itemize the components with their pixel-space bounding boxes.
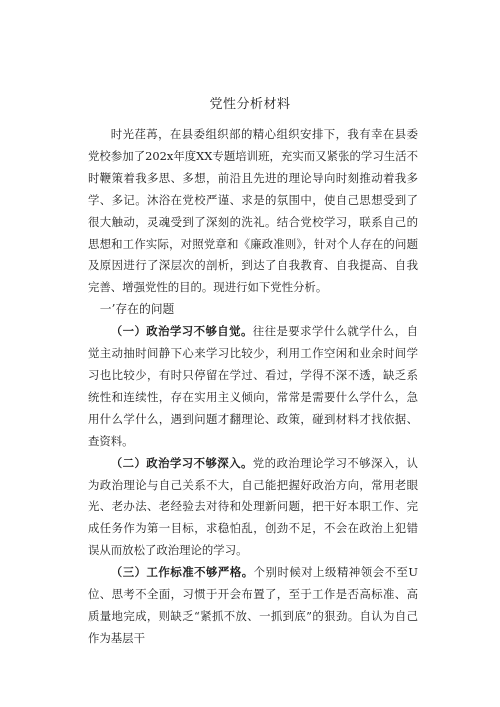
section-heading-problems: 一’存在的问题 xyxy=(99,302,175,317)
item-1-lead: （一）政治学习不够自觉。 xyxy=(110,324,253,339)
item-3-body: 个别时候对上级精神领会不至U位、思考不全面，习惯于开会布置了，至于工作是否高标准、高质量地完成，则缺乏“紧抓不放、一抓到底”的狠劲。自认为自己作为基层干 xyxy=(88,565,418,645)
item-2-lead: （二）政治学习不够深入。 xyxy=(110,455,253,470)
document-title: 党性分析材料 xyxy=(209,97,291,112)
item-3-lead: （三）工作标准不够严格。 xyxy=(110,565,254,580)
item-1-paragraph xyxy=(88,321,418,452)
intro-paragraph: 时光荏苒，在县委组织部的精心组织安排下，我有幸在县委党校参加了202x年度XX专题培训班，充实而又紧张的学习生活不时鞭策着我多思、多想，前沿且先进的理论导向时刻推动着我多学、多记。沐浴在党校严谨、求是的氛围中，使自己思想受到了很大触动，灵魂受到了深刻的洗礼。结合党校学习，联系自己的思想和工作实际，对照党章和《廉政准则》，针对个人存在的问题及原因进行了深层次的剖析，到达了自我教育、自我提高、自我完善、增强党性的目的。现进行如下党性分析。 xyxy=(88,127,418,295)
item-2-paragraph xyxy=(88,453,418,563)
item-2-body: 党的政治理论学习不够深入，认为政治理论与自己关系不大，自己能把握好政治方向，常用老眼光、老办法、老经验去对待和处理新问题，把干好本职工作、完成任务作为第一目标，求稳怕乱，创劲不足，不会在政治上犯错误从而放松了政治理论的学习。 xyxy=(88,455,418,558)
item-3-paragraph xyxy=(88,562,418,650)
item-1-body: 往往是要求学什么就学什么，自觉主动抽时间静下心来学习比较少，利用工作空闲和业余时间学习也比较少，有时只停留在学过、看过，学得不深不透，缺乏系统性和连续性，存在实用主义倾向，常常是需要什么学什么，急用什么学什么，遇到问题才翻理论、政策，碰到材料才找依据、查资料。 xyxy=(88,324,418,448)
document-body xyxy=(88,124,418,650)
